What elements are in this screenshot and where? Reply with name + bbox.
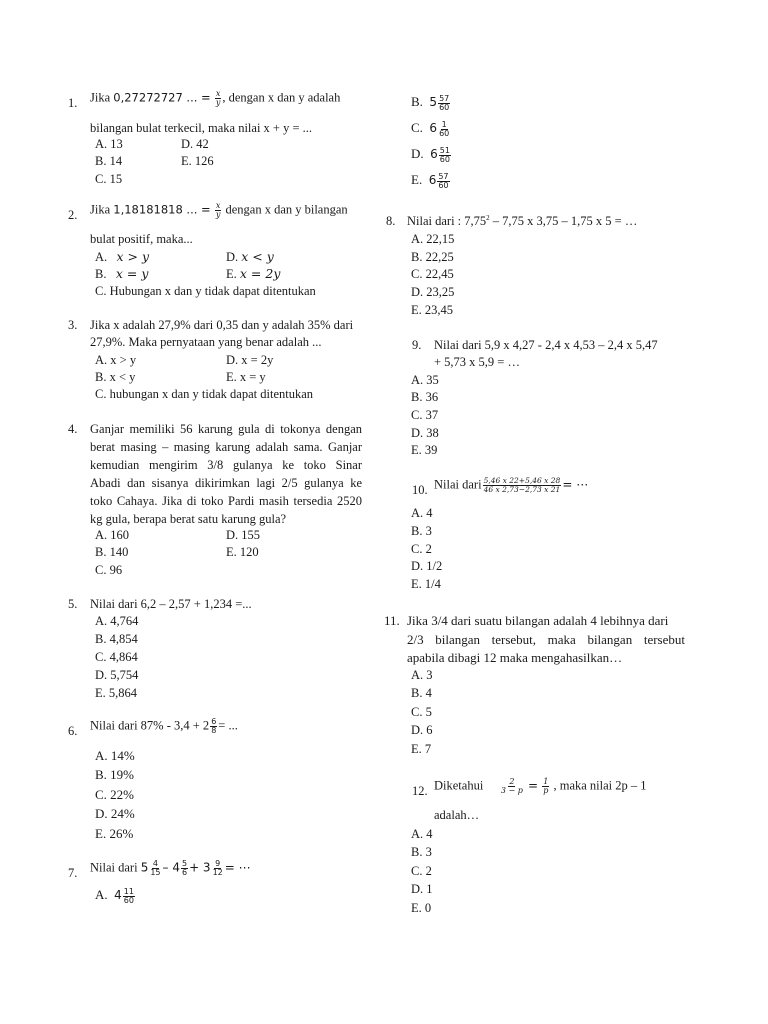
q3-option-c: C. hubungan x dan y tidak dapat ditentukan xyxy=(95,387,314,401)
q10-option-a: A. 4 xyxy=(411,506,433,520)
q8-option-e: E. 23,45 xyxy=(411,303,454,317)
q11-option-a: A. 3 xyxy=(411,668,433,682)
q1-decimal: 0,27272727 ... = xyxy=(113,90,211,105)
q9-option-c: C. 37 xyxy=(411,408,439,422)
q7-number: 7. xyxy=(68,866,78,880)
q10-option-c: C. 2 xyxy=(411,542,432,556)
q1-option-b: B. 14 xyxy=(95,154,123,168)
q4-option-c: C. 96 xyxy=(95,563,123,577)
q9-option-d: D. 38 xyxy=(411,426,439,440)
q12-option-e: E. 0 xyxy=(411,901,432,915)
q1-stem: Jika 0,27272727 ... = $\frac{x}{y}$ , dengan x dan y adalah xyxy=(90,89,341,107)
q4-stem-line2: berat masing – masing karung adalah sama. Ganjar xyxy=(90,440,362,454)
q5-number: 5. xyxy=(68,597,78,611)
q8-option-c: C. 22,45 xyxy=(411,267,454,281)
q10-option-e: E. 1/4 xyxy=(411,577,441,591)
q2-option-a: A. x > y xyxy=(95,249,150,264)
q2-number: 2. xyxy=(68,208,78,222)
q4-stem-line1: Ganjar memiliki 56 karung gula di tokonya dengan xyxy=(90,422,362,436)
q5-option-a: A. 4,764 xyxy=(95,614,139,628)
q5-option-b: B. 4,854 xyxy=(95,632,138,646)
q4-option-a: A. 160 xyxy=(95,528,130,542)
q11-number: 11. xyxy=(384,613,400,628)
q10-stem: Nilai dari $\frac{5,46 x 22+5,46 x 28}{46 x 2,73-2,73 x 21}$ = ⋯ xyxy=(434,476,589,494)
q8-option-d: D. 23,25 xyxy=(411,285,455,299)
q6-option-e: E. 26% xyxy=(95,826,134,841)
q11-stem-line3: apabila dibagi 12 maka mengahasilkan… xyxy=(407,650,623,665)
q12-number: 12. xyxy=(412,784,428,798)
q4-stem-line6: kg gula, berapa berat satu karung gula? xyxy=(90,512,287,526)
q3-option-e: E. x = y xyxy=(226,370,266,384)
q7-stem: Nilai dari 5 $\frac{4}{15}$ – 4 $\frac{5}{6}$ + 3 $\frac{9}{12}$ = ⋯ xyxy=(90,859,251,877)
q2-option-b: B. x = y xyxy=(95,266,149,281)
q1-fraction: $\frac{x}{y}$ xyxy=(215,89,221,107)
q9-option-e: E. 39 xyxy=(411,443,438,457)
q6-option-d: D. 24% xyxy=(95,806,135,821)
q6-option-c: C. 22% xyxy=(95,787,134,802)
q6-stem: Nilai dari 87% - 3,4 + 2 $\frac{6}{8}$ = ... xyxy=(90,717,238,735)
q4-stem-line3: kemudian mengirim 3/8 gulanya ke toko Sinar xyxy=(90,458,362,472)
q4-option-e: E. 120 xyxy=(226,545,259,559)
q1-option-e: E. 126 xyxy=(181,154,214,168)
q2-option-e: E. x = 2y xyxy=(226,266,281,281)
q1-number: 1. xyxy=(68,96,78,110)
q12-stem: Diketahui $\frac{2}{3 - p}$ = $\frac{1}{p}$ , maka nilai 2p – 1 xyxy=(434,777,647,795)
q10-option-d: D. 1/2 xyxy=(411,559,443,573)
q7-option-d: D. 6 $\frac{51}{60}$ xyxy=(411,145,450,164)
q1-stem-line2: bilangan bulat terkecil, maka nilai x + y = ... xyxy=(90,121,313,135)
q7-option-a: A. 4 $\frac{11}{60}$ xyxy=(95,886,134,905)
q7-option-b: B. 5 $\frac{57}{60}$ xyxy=(411,93,450,112)
q3-option-a: A. x > y xyxy=(95,353,137,367)
q8-option-a: A. 22,15 xyxy=(411,232,455,246)
q11-option-e: E. 7 xyxy=(411,742,432,756)
q7-option-e: E. 6 $\frac{57}{60}$ xyxy=(411,171,449,190)
q3-stem-line1: Jika x adalah 27,9% dari 0,35 dan y adalah 35% dari xyxy=(90,318,354,332)
q1-option-a: A. 13 xyxy=(95,137,123,151)
q8-stem: Nilai dari : 7,75$^2$ – 7,75 x 3,75 – 1,75 x 5 = … xyxy=(407,214,638,229)
q11-option-c: C. 5 xyxy=(411,705,432,719)
q6-fraction: $\frac{6}{8}$ xyxy=(211,717,217,735)
q4-number: 4. xyxy=(68,422,78,436)
q11-stem-line2: 2/3 bilangan tersebut, maka bilangan tersebut xyxy=(407,632,685,647)
q6-option-a: A. 14% xyxy=(95,748,135,763)
q4-option-b: B. 140 xyxy=(95,545,129,559)
q4-option-d: D. 155 xyxy=(226,528,261,542)
q3-stem-line2: 27,9%. Maka pernyataan yang benar adalah ... xyxy=(90,335,322,349)
q3-number: 3. xyxy=(68,318,78,332)
q4-stem-line5: toko Cahaya. Jika di toko Pardi masih tersedia 2520 xyxy=(90,494,362,508)
q2-fraction: $\frac{x}{y}$ xyxy=(215,201,221,219)
q12-option-d: D. 1 xyxy=(411,882,433,896)
q7-option-c: C. 6 $\frac{1}{60}$ xyxy=(411,119,450,138)
q3-option-b: B. x < y xyxy=(95,370,136,384)
q2-option-c: C. Hubungan x dan y tidak dapat ditentukan xyxy=(95,284,316,298)
q3-option-d: D. x = 2y xyxy=(226,353,274,367)
q11-stem-line1: Jika 3/4 dari suatu bilangan adalah 4 lebihnya dari xyxy=(407,613,669,628)
q11-option-b: B. 4 xyxy=(411,686,432,700)
q12-stem-line2: adalah… xyxy=(434,808,480,822)
q4-stem-line4: Abadi dan sisanya dikirimkan lagi 2/5 gulanya ke xyxy=(90,476,362,490)
q12-option-b: B. 3 xyxy=(411,845,432,859)
q2-stem-line2: bulat positif, maka... xyxy=(90,232,193,246)
q1-option-d: D. 42 xyxy=(181,137,209,151)
q11-option-d: D. 6 xyxy=(411,723,433,737)
q9-option-b: B. 36 xyxy=(411,390,439,404)
q5-option-d: D. 5,754 xyxy=(95,668,139,682)
q10-option-b: B. 3 xyxy=(411,524,432,538)
q9-stem-line1: Nilai dari 5,9 x 4,27 - 2,4 x 4,53 – 2,4 x 5,47 xyxy=(434,338,658,352)
q8-number: 8. xyxy=(386,214,396,228)
q1-option-c: C. 15 xyxy=(95,172,123,186)
q2-stem: Jika 1,18181818 ... = $\frac{x}{y}$ dengan x dan y bilangan xyxy=(90,201,348,219)
q10-fraction: $\frac{5,46 x 22+5,46 x 28}{46 x 2,73-2,73 x 21}$ xyxy=(483,476,561,494)
q8-option-b: B. 22,25 xyxy=(411,250,454,264)
q5-option-e: E. 5,864 xyxy=(95,686,138,700)
q5-option-c: C. 4,864 xyxy=(95,650,138,664)
q2-decimal: 1,18181818 ... = xyxy=(113,202,211,217)
q9-stem-line2: + 5,73 x 5,9 = … xyxy=(434,355,520,369)
q9-number: 9. xyxy=(412,338,422,352)
q9-option-a: A. 35 xyxy=(411,373,439,387)
q5-stem: Nilai dari 6,2 – 2,57 + 1,234 =... xyxy=(90,597,252,611)
q12-option-c: C. 2 xyxy=(411,864,432,878)
q6-number: 6. xyxy=(68,724,78,738)
q2-option-d: D. x < y xyxy=(226,249,274,264)
q6-option-b: B. 19% xyxy=(95,767,134,782)
q10-number: 10. xyxy=(412,483,428,497)
q12-option-a: A. 4 xyxy=(411,827,433,841)
